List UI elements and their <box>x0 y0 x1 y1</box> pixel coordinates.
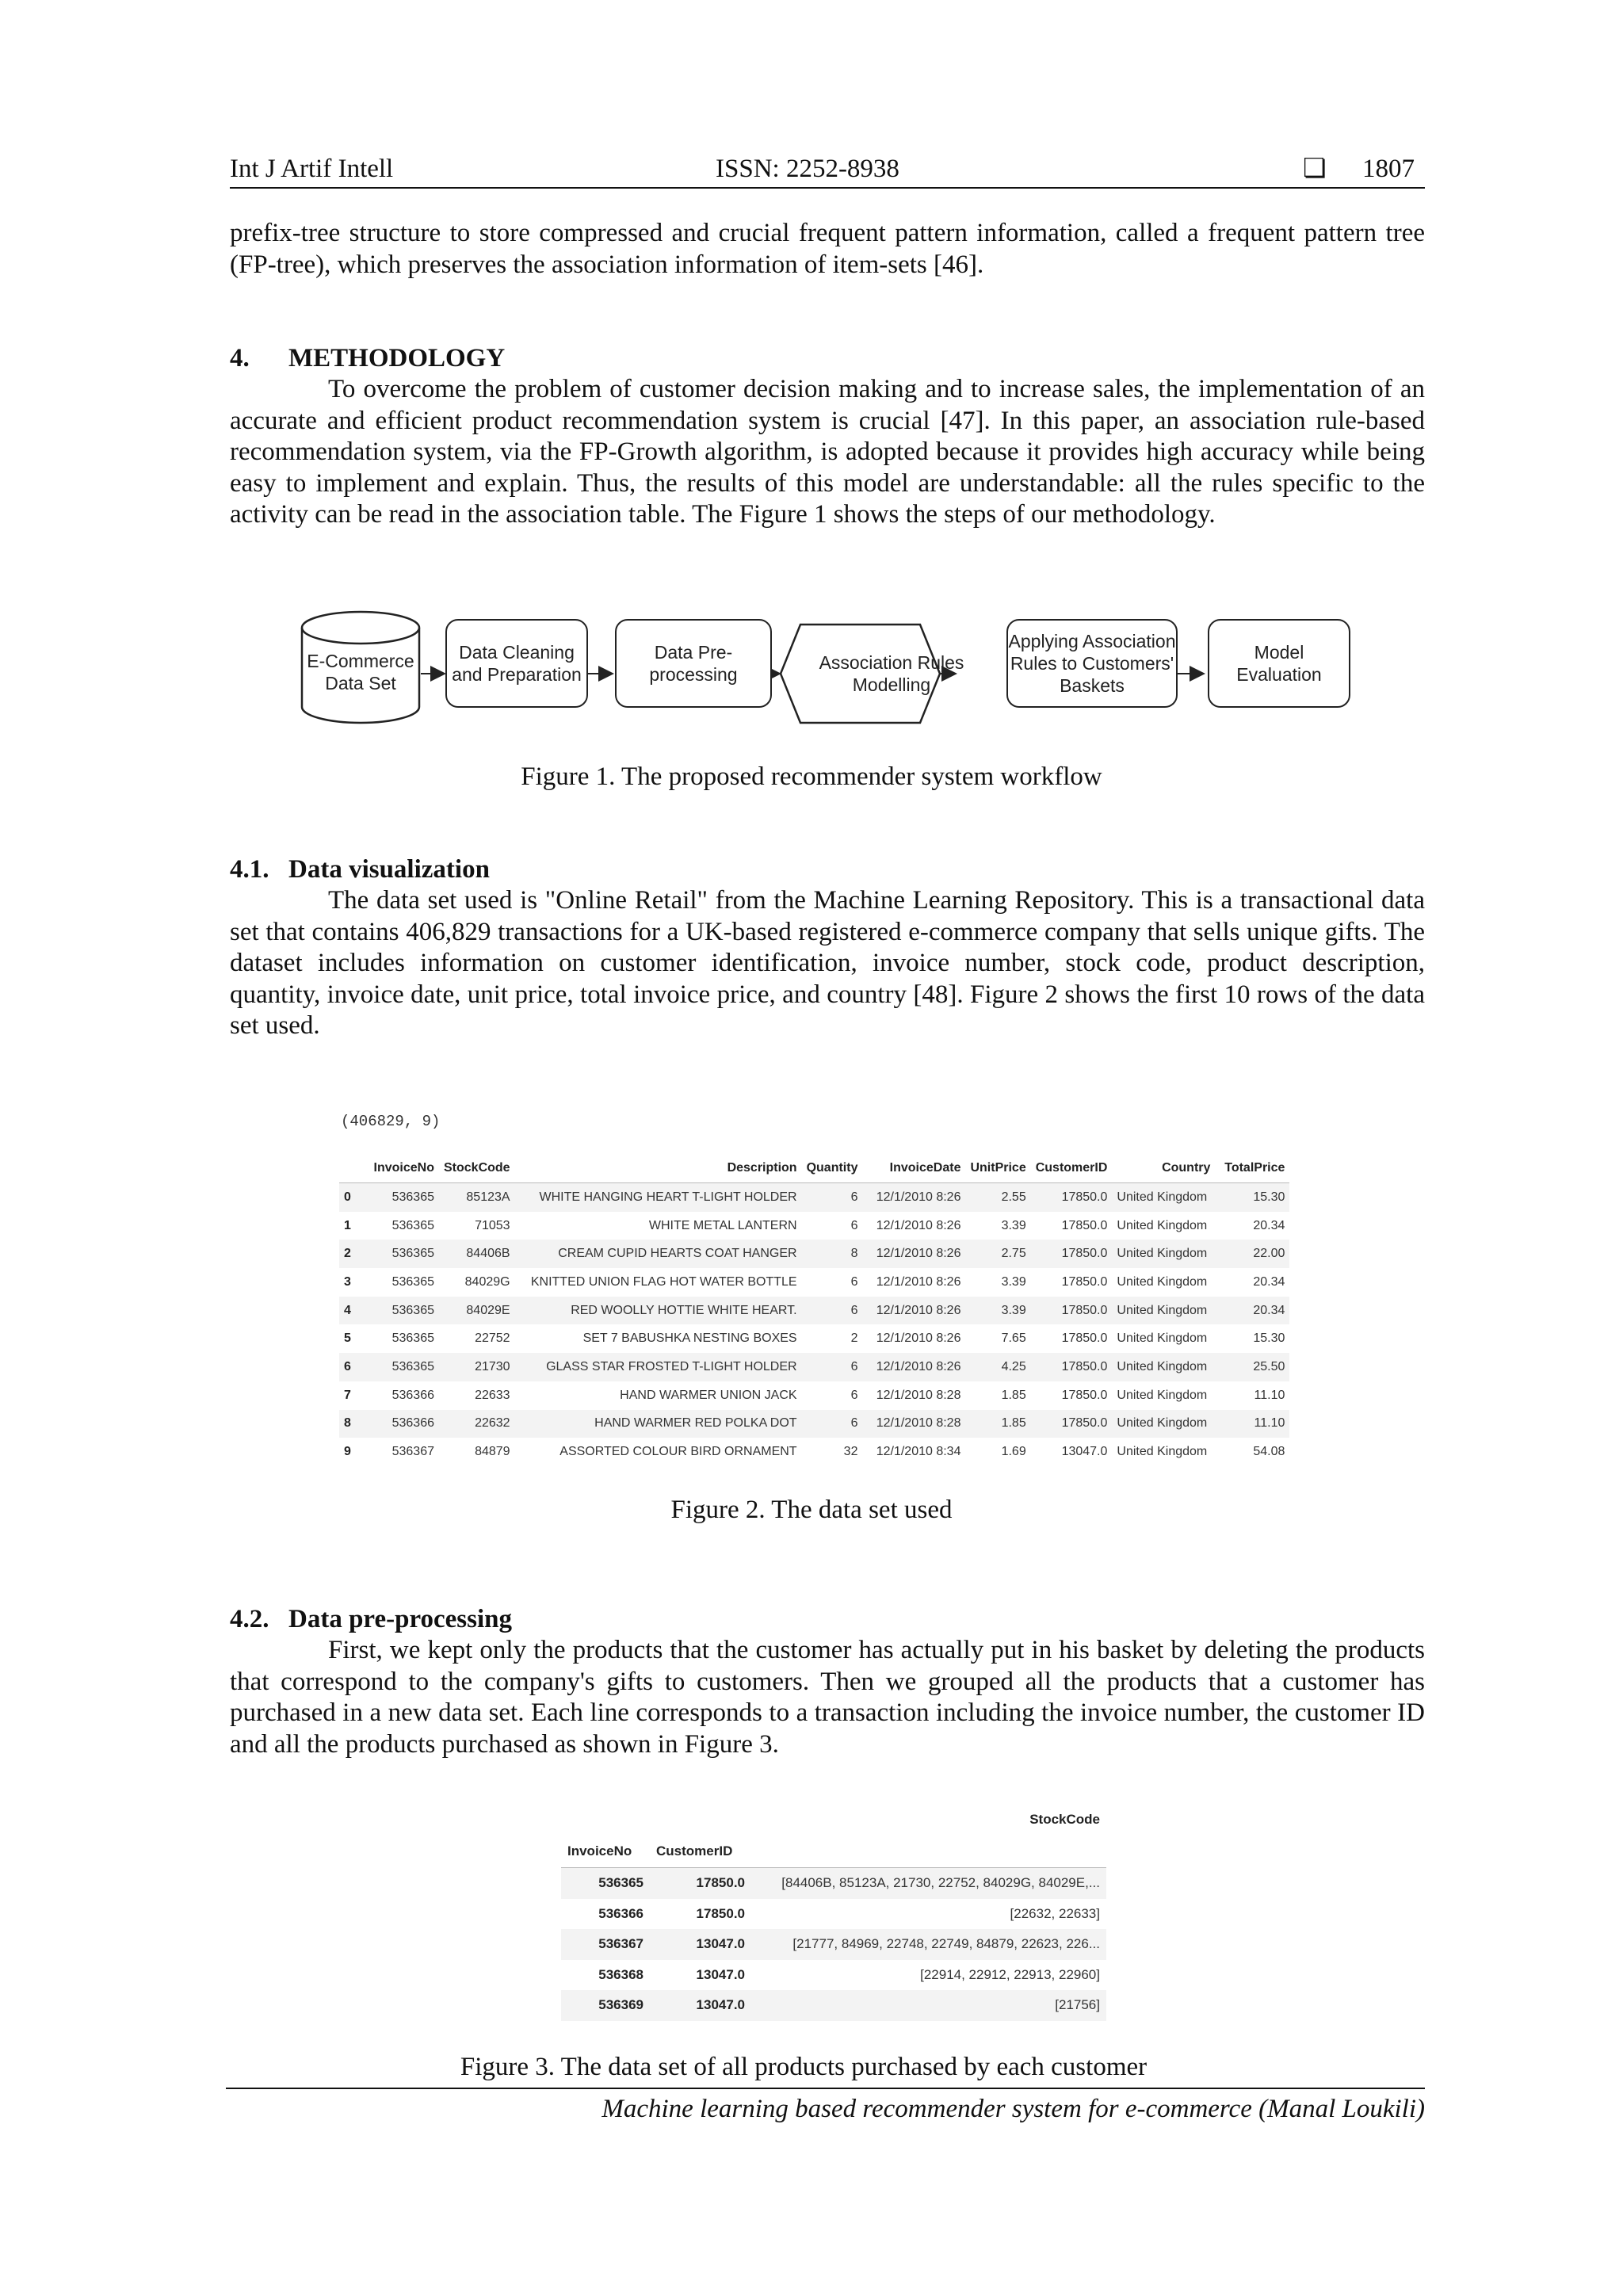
table-cell: 3 <box>344 1274 351 1289</box>
table-cell: 2.75 <box>965 1240 1030 1268</box>
step-ecommerce-data-set <box>302 646 419 698</box>
table-row <box>561 1899 1106 1930</box>
table-cell: KNITTED UNION FLAG HOT WATER BOTTLE <box>530 1274 797 1289</box>
column-header: Quantity <box>802 1154 863 1183</box>
table-cell: 8 <box>802 1240 863 1268</box>
section-title: Data visualization <box>288 855 490 884</box>
table-cell: 2.55 <box>965 1183 1030 1212</box>
table-cell: 536365 <box>366 1297 439 1325</box>
table-cell: 12/1/2010 8:34 <box>876 1445 961 1459</box>
table-cell: 17850.0 <box>1031 1297 1113 1325</box>
table-header-row <box>339 1154 1289 1183</box>
table-cell: RED WOOLLY HOTTIE WHITE HEART. <box>515 1297 802 1325</box>
step-line: Data Set <box>325 673 396 693</box>
figure-1-caption: Figure 1. The proposed recommender system workflow <box>521 762 1102 791</box>
column-header: InvoiceNo <box>366 1154 439 1183</box>
table-cell: 84029E <box>439 1297 515 1325</box>
table-cell: [22632, 22633] <box>1010 1905 1100 1921</box>
table-cell: United Kingdom <box>1112 1353 1215 1381</box>
table-cell: 32 <box>843 1445 858 1459</box>
dataset-table <box>339 1154 1289 1466</box>
table-cell: 536365 <box>391 1331 434 1346</box>
dataframe-shape: (406829, 9) <box>341 1113 441 1130</box>
table-cell: 17850.0 <box>1031 1410 1113 1438</box>
step-line: Modelling <box>852 674 931 695</box>
table-cell: 12/1/2010 8:26 <box>876 1274 961 1289</box>
column-header: StockCode <box>439 1154 515 1183</box>
section-4-2-heading <box>230 1603 512 1635</box>
table-row <box>339 1268 1289 1297</box>
table-cell: 85123A <box>439 1183 515 1212</box>
data-visualization-text: The data set used is "Online Retail" from the Machine Learning Repository. This is a transactional data set that contains 406,829 transactions for a UK-based registered e-commerce company that sells unique gifts. The dataset includes information on customer identification, invoice number, stock code, product description, quantity, invoice date, unit price, total invoice price, and country [48]. Figure 2 shows the first 10 rows of the data set used. <box>230 886 1425 1040</box>
table-cell: 536365 <box>561 1868 650 1899</box>
table-cell: 13047.0 <box>650 1929 751 1960</box>
table-cell: WHITE METAL LANTERN <box>648 1218 797 1232</box>
table-cell: [21777, 84969, 22748, 22749, 84879, 22623, 226... <box>751 1929 1106 1960</box>
step-data-preprocessing <box>615 619 772 708</box>
table-cell: 536366 <box>598 1905 643 1921</box>
section-number: 4.1. <box>230 855 269 884</box>
table-cell: 5 <box>344 1331 351 1346</box>
table-cell: 6 <box>339 1353 366 1381</box>
table-cell: 71053 <box>475 1218 510 1232</box>
section-4-heading <box>230 342 505 374</box>
table-cell: 84879 <box>475 1445 510 1459</box>
table-cell: 1 <box>344 1218 351 1232</box>
table-cell: 17850.0 <box>1031 1183 1113 1212</box>
page-number: 1807 <box>1362 155 1415 183</box>
grouped-table-body <box>561 1868 1106 2021</box>
step-applying-rules <box>1006 619 1178 708</box>
table-cell: United Kingdom <box>1112 1297 1215 1325</box>
table-cell: 11.10 <box>1254 1388 1285 1402</box>
table-cell: 12/1/2010 8:26 <box>862 1183 965 1212</box>
methodology-text: To overcome the problem of customer decision making and to increase sales, the implementation of an accurate and efficient product recommendation system is crucial [47]. In this paper, an association rule-based recommendation system, via the FP-Growth algorithm, is adopted because it provides high accuracy while being easy to implement and explain. Thus, the results of this model are understandable: all the rules specific to the activity can be read in the association table. The Figure 1 shows the steps of our methodology. <box>230 375 1425 529</box>
section-title: METHODOLOGY <box>288 344 506 372</box>
table-cell: 536365 <box>366 1183 439 1212</box>
table-cell: 17850.0 <box>1061 1274 1108 1289</box>
step-line: Baskets <box>1060 675 1125 696</box>
box-icon: ❏ <box>1303 155 1327 183</box>
table-cell: SET 7 BABUSHKA NESTING BOXES <box>582 1331 797 1346</box>
step-line: Data Pre- <box>654 642 733 663</box>
table-cell: 536365 <box>366 1353 439 1381</box>
table-cell: 536367 <box>391 1445 434 1459</box>
table-cell: 13047.0 <box>650 1990 751 2021</box>
table-cell: 22633 <box>475 1388 510 1402</box>
table-cell: United Kingdom <box>1117 1218 1208 1232</box>
table-row <box>339 1381 1289 1410</box>
table-row <box>339 1183 1289 1212</box>
table-cell: 3.39 <box>1001 1218 1026 1232</box>
table-row <box>339 1438 1289 1466</box>
table-cell: 8 <box>339 1410 366 1438</box>
section-number: 4. <box>230 344 250 372</box>
step-line: Applying Association <box>1008 631 1176 651</box>
step-line: and Preparation <box>452 664 582 685</box>
step-line: Rules to Customers' <box>1010 653 1174 674</box>
table-cell: 22632 <box>439 1410 515 1438</box>
table-cell: 536367 <box>561 1929 650 1960</box>
table-cell: 6 <box>850 1218 858 1232</box>
index-header-row <box>561 1836 1106 1868</box>
table-cell: 0 <box>339 1183 366 1212</box>
column-header: Description <box>515 1154 802 1183</box>
intro-paragraph: prefix-tree structure to store compressed and crucial frequent pattern information, called a frequent pattern tree (FP-tree), which preserves the association information of item-sets [46]. <box>230 219 1425 279</box>
table-row <box>561 1960 1106 1991</box>
step-model-evaluation <box>1208 619 1350 708</box>
table-cell: 15.30 <box>1253 1331 1285 1346</box>
table-cell: 21730 <box>439 1353 515 1381</box>
table-cell: 17850.0 <box>1031 1240 1113 1268</box>
table-cell: 3.39 <box>965 1297 1030 1325</box>
table-row <box>561 1868 1106 1899</box>
table-cell: 17850.0 <box>650 1868 751 1899</box>
table-cell: United Kingdom <box>1112 1240 1215 1268</box>
methodology-paragraph <box>230 374 1425 531</box>
preprocessing-text: First, we kept only the products that the customer has actually put in his basket by deleting the products that correspond to the company's gifts to customers. Then we grouped all the products that a customer has purchased in a new data set. Each line corresponds to a transaction including the invoice number, the customer ID and all the products purchased as shown in Figure 3. <box>230 1636 1425 1759</box>
column-header: TotalPrice <box>1215 1154 1289 1183</box>
table-cell: 7 <box>344 1388 351 1402</box>
footer-rule <box>226 2088 1425 2089</box>
table-cell: 536368 <box>598 1966 643 1982</box>
table-cell: United Kingdom <box>1112 1410 1215 1438</box>
table-cell: 20.34 <box>1253 1218 1285 1232</box>
table-cell: 15.30 <box>1215 1183 1289 1212</box>
table-cell: GLASS STAR FROSTED T-LIGHT HOLDER <box>515 1353 802 1381</box>
index-header: CustomerID <box>650 1836 751 1868</box>
table-cell: 6 <box>802 1353 863 1381</box>
step-data-cleaning <box>445 619 588 708</box>
table-cell: 9 <box>344 1445 351 1459</box>
table-cell: 536366 <box>366 1410 439 1438</box>
step-line: Data Cleaning <box>459 642 575 663</box>
table-row <box>561 1929 1106 1960</box>
table-cell: 6 <box>850 1274 858 1289</box>
table-cell: 17850.0 <box>1061 1331 1108 1346</box>
table-cell: 536365 <box>366 1240 439 1268</box>
table-cell: [22914, 22912, 22913, 22960] <box>920 1966 1100 1982</box>
step-line: E-Commerce <box>307 651 414 671</box>
table-row <box>339 1212 1289 1240</box>
table-cell: 84029G <box>464 1274 510 1289</box>
value-column-header: StockCode <box>1029 1812 1100 1827</box>
footer-text: Machine learning based recommender system for e-commerce (Manal Loukili) <box>601 2095 1425 2123</box>
table-cell: 22752 <box>475 1331 510 1346</box>
table-cell: ASSORTED COLOUR BIRD ORNAMENT <box>559 1445 797 1459</box>
table-cell: 6 <box>802 1297 863 1325</box>
table-cell: 2 <box>850 1331 858 1346</box>
table-cell: United Kingdom <box>1117 1274 1208 1289</box>
table-cell: 1.85 <box>1001 1388 1026 1402</box>
table-cell: 536365 <box>391 1274 434 1289</box>
table-cell: 536369 <box>561 1990 650 2021</box>
grouped-table <box>561 1804 1106 2021</box>
step-association-rules-modelling <box>800 625 983 723</box>
table-cell: 13047.0 <box>696 1966 745 1982</box>
header-rule <box>230 187 1425 189</box>
table-cell: 17850.0 <box>696 1905 745 1921</box>
issn: ISSN: 2252-8938 <box>716 155 899 183</box>
section-4-1-heading <box>230 854 490 885</box>
table-cell: United Kingdom <box>1117 1331 1208 1346</box>
column-header: Country <box>1112 1154 1215 1183</box>
table-cell: 17850.0 <box>1061 1388 1108 1402</box>
table-row <box>339 1353 1289 1381</box>
table-cell: 13047.0 <box>1061 1445 1108 1459</box>
table-cell: 11.10 <box>1215 1410 1289 1438</box>
table-cell: 12/1/2010 8:26 <box>862 1240 965 1268</box>
table-cell: [84406B, 85123A, 21730, 22752, 84029G, 84029E,... <box>751 1868 1106 1899</box>
column-header: UnitPrice <box>965 1154 1030 1183</box>
table-cell: 536365 <box>391 1218 434 1232</box>
table-cell: 20.34 <box>1215 1297 1289 1325</box>
table-cell: 22.00 <box>1215 1240 1289 1268</box>
figure-3-caption: Figure 3. The data set of all products purchased by each customer <box>460 2053 1148 2081</box>
table-row <box>339 1297 1289 1325</box>
table-cell: 7.65 <box>1001 1331 1026 1346</box>
section-title: Data pre-processing <box>288 1605 513 1633</box>
table-cell: CREAM CUPID HEARTS COAT HANGER <box>515 1240 802 1268</box>
table-cell: 17850.0 <box>1061 1218 1108 1232</box>
table-row <box>561 1990 1106 2021</box>
table-cell: United Kingdom <box>1117 1445 1208 1459</box>
column-header: InvoiceDate <box>862 1154 965 1183</box>
table-cell: [21756] <box>751 1990 1106 2021</box>
section-number: 4.2. <box>230 1605 269 1633</box>
table-cell: HAND WARMER RED POLKA DOT <box>515 1410 802 1438</box>
table-cell: 6 <box>802 1410 863 1438</box>
journal-name: Int J Artif Intell <box>230 155 394 183</box>
table-cell: 4.25 <box>965 1353 1030 1381</box>
table-header-row <box>561 1804 1106 1836</box>
table-cell: 4 <box>339 1297 366 1325</box>
table-cell: 12/1/2010 8:26 <box>876 1218 961 1232</box>
table-row <box>339 1324 1289 1353</box>
table-cell: 1.85 <box>965 1410 1030 1438</box>
table-row <box>339 1240 1289 1268</box>
table-cell: 6 <box>802 1183 863 1212</box>
table-cell: United Kingdom <box>1112 1183 1215 1212</box>
table-cell: 84406B <box>439 1240 515 1268</box>
column-header <box>339 1154 366 1183</box>
table-cell: 2 <box>339 1240 366 1268</box>
dataset-table-body <box>339 1183 1289 1466</box>
table-cell: 12/1/2010 8:26 <box>862 1353 965 1381</box>
table-cell: 17850.0 <box>1031 1353 1113 1381</box>
table-cell: 12/1/2010 8:26 <box>876 1331 961 1346</box>
table-row <box>339 1410 1289 1438</box>
table-cell: 1.69 <box>1001 1445 1026 1459</box>
table-cell: 3.39 <box>1001 1274 1026 1289</box>
table-cell: 54.08 <box>1253 1445 1285 1459</box>
step-line: Association Rules <box>819 652 964 673</box>
table-cell: 20.34 <box>1253 1274 1285 1289</box>
table-cell: HAND WARMER UNION JACK <box>620 1388 797 1402</box>
index-header: InvoiceNo <box>561 1836 650 1868</box>
figure-2-caption: Figure 2. The data set used <box>670 1496 953 1524</box>
table-cell: 12/1/2010 8:28 <box>876 1388 961 1402</box>
preprocessing-paragraph <box>230 1635 1425 1760</box>
step-line: processing <box>649 664 738 685</box>
data-visualization-paragraph <box>230 885 1425 1042</box>
table-cell: WHITE HANGING HEART T-LIGHT HOLDER <box>515 1183 802 1212</box>
column-header: CustomerID <box>1031 1154 1113 1183</box>
table-cell: 12/1/2010 8:26 <box>862 1297 965 1325</box>
table-cell: 25.50 <box>1215 1353 1289 1381</box>
step-line: Model Evaluation <box>1236 642 1322 685</box>
table-cell: United Kingdom <box>1117 1388 1208 1402</box>
table-cell: 12/1/2010 8:28 <box>862 1410 965 1438</box>
table-cell: 536366 <box>391 1388 434 1402</box>
table-cell: 6 <box>850 1388 858 1402</box>
